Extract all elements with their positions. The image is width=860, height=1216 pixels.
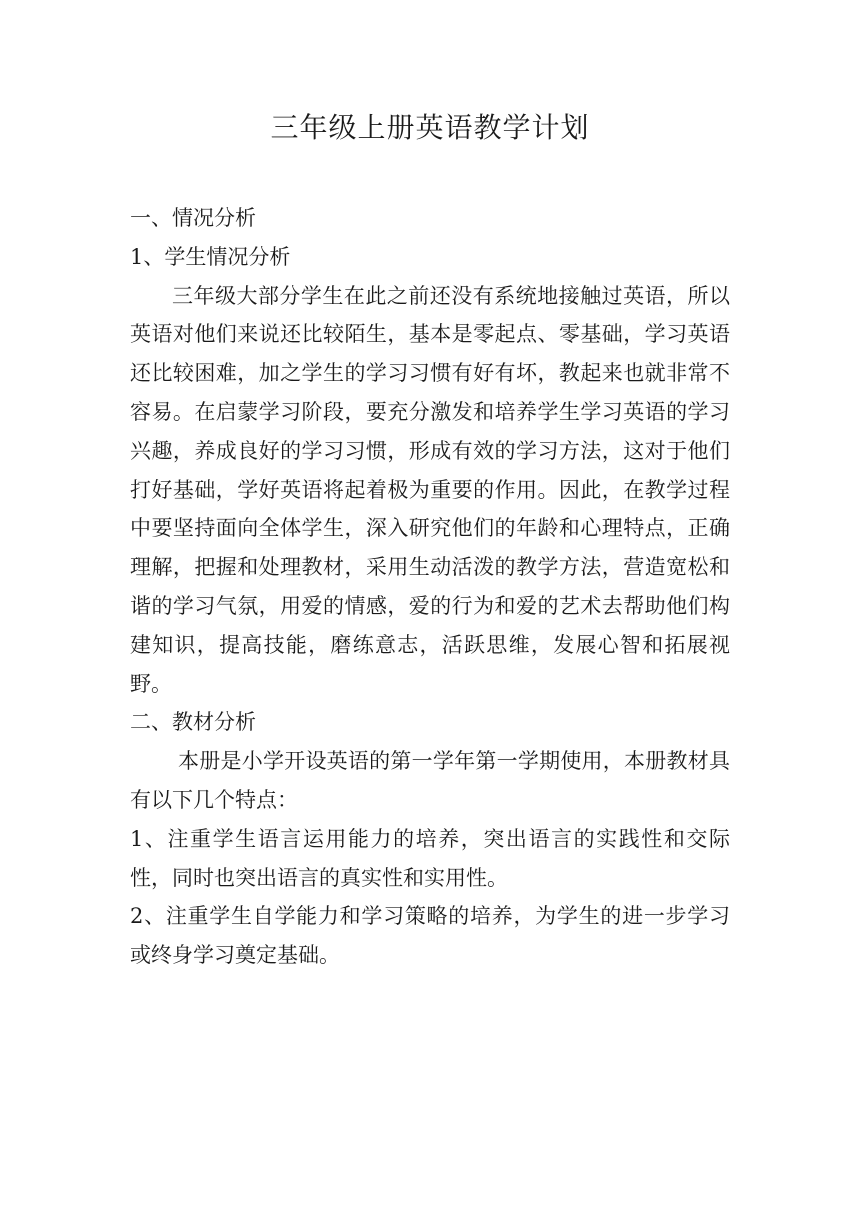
- document-title: 三年级上册英语教学计划: [270, 111, 590, 144]
- paragraph-student-analysis: 三年级大部分学生在此之前还没有系统地接触过英语，所以英语对他们来说还比较陌生，基本是零起点、零基础，学习英语还比较困难，加之学生的学习习惯有好有坏，教起来也就非常不容易。在启蒙学习阶段，要充分激发和培养学生学习英语的学习兴趣，养成良好的学习习惯，形成有效的学习方法，这对于他们打好基础，学好英语将起着极为重要的作用。因此，在教学过程中要坚持面向全体学生，深入研究他们的年龄和心理特点，正确理解，把握和处理教材，采用生动活泼的教学方法，营造宽松和谐的学习气氛，用爱的情感，爱的行为和爱的艺术去帮助他们构建知识，提高技能，磨练意志，活跃思维，发展心智和拓展视野。: [130, 283, 730, 696]
- list-item-feature-2: 2、注重学生自学能力和学习策略的培养，为学生的进一步学习或终身学习奠定基础。: [130, 904, 730, 968]
- paragraph-textbook-intro: 本册是小学开设英语的第一学年第一学期使用，本册教材具有以下几个特点：: [130, 749, 730, 812]
- section-heading-situation-analysis: 一、情况分析: [130, 206, 256, 230]
- section-heading-textbook-analysis: 二、教材分析: [130, 710, 256, 735]
- subsection-heading-student-analysis: 1、学生情况分析: [130, 244, 291, 269]
- list-item-feature-1: 1、注重学生语言运用能力的培养，突出语言的实践性和交际性，同时也突出语言的真实性和实用性。: [130, 826, 730, 890]
- document-body: [130, 199, 730, 975]
